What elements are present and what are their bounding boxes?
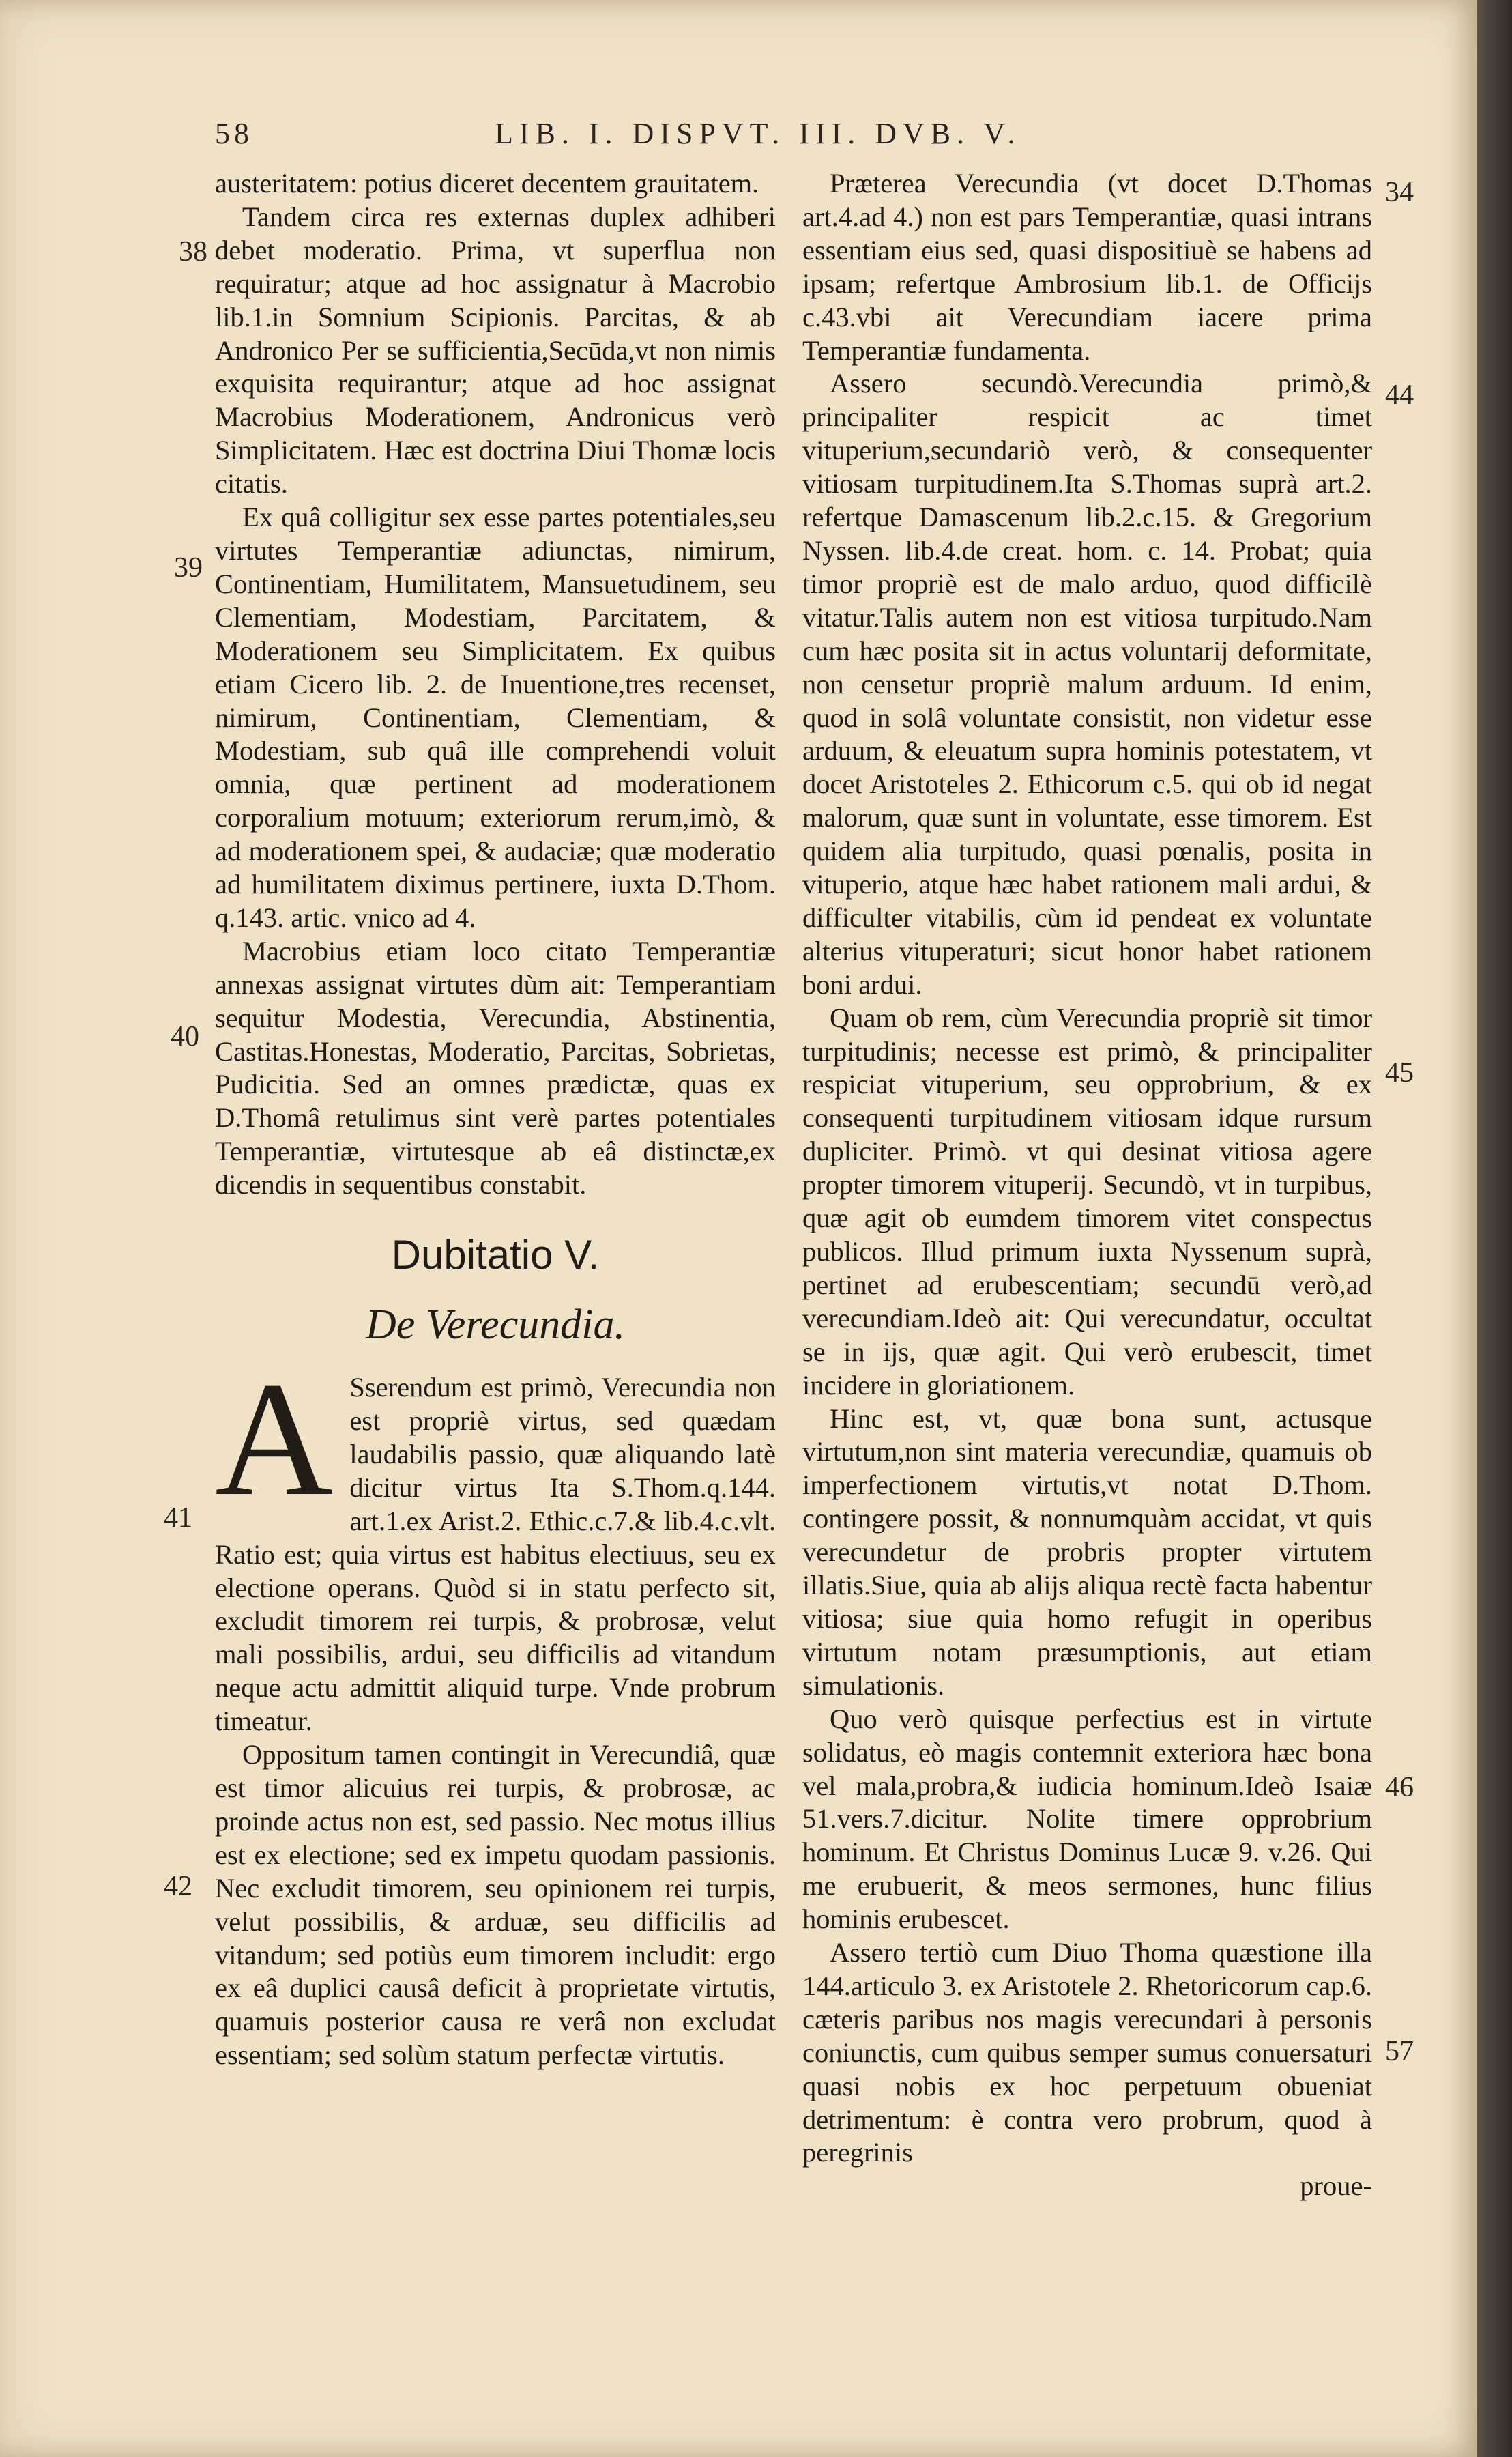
paragraph-46: Quo verò quisque perfectius est in virtute solidatus, eò magis contemnit exteriora hæc bona vel mala,probra,& iudicia hominum.Ideò Isaiæ 51.vers.7.dicitur. Nolite timere opprobrium hominum. Et Christus Dominus Lucæ 9. v.26. Qui me erubuerit, & meos sermones, hunc filius hominis erubescet. bbox=[802, 1703, 1372, 1935]
paragraph-34: Præterea Verecundia (vt docet D.Thomas art.4.ad 4.) non est pars Temperantiæ, quasi intrans essentiam eius sed, quasi dispositiuè se habens ad ipsam; refertque Ambrosium lib.1. de Officijs c.43.vbi ait Verecundiam iacere prima Temperantiæ fundamenta. bbox=[802, 168, 1372, 366]
page-number: 58 bbox=[215, 117, 253, 150]
left-column bbox=[215, 167, 776, 2072]
margin-number-34: 34 bbox=[1385, 177, 1414, 208]
paragraph-40: Macrobius etiam loco citato Temperantiæ annexas assignat virtutes dùm ait: Temperantiam sequitur Modestia, Verecundia, Abstinentia, Castitas.Honestas, Moderatio, Parcitas, Sobrietas, Pudicitia. Sed an omnes prædictæ, quas ex D.Thomâ retulimus sint verè partes potentiales Temperantiæ, virtutesque ab eâ distinctæ,ex dicendis in sequentibus constabit. bbox=[215, 935, 776, 1201]
paragraph-38: Tandem circa res externas duplex adhiberi debet moderatio. Prima, vt superflua non requiratur; atque ad hoc assignatur à Macrobio lib.1.in Somnium Scipionis. Parcitas, & ab Andronico Per se sufficientia,Secūda,vt non nimis exquisita requirantur; atque ad hoc assignat Macrobius Moderationem, Andronicus verò Simplicitatem. Hæc est doctrina Diui Thomæ locis citatis. bbox=[215, 201, 776, 500]
margin-number-57: 57 bbox=[1385, 2036, 1414, 2067]
margin-number-40: 40 bbox=[171, 1021, 199, 1052]
running-title: LIB. I. DISPVT. III. DVB. V. bbox=[495, 117, 1021, 150]
paragraph-44: Assero secundò.Verecundia primò,& principaliter respicit ac timet vituperium,secundariò verò, & consequenter vitiosam turpitudinem.Ita S.Thomas suprà art.2. refertque Damascenum lib.2.c.15. & Gregorium Nyssen. lib.4.de creat. hom. c. 14. Probat; quia timor propriè est de malo arduo, quod difficilè vitatur.Talis autem non est vitiosa turpitudo.Nam cum hæc posita sit in actus voluntarij deformitate, non censetur propriè malum arduum. Id enim, quod in solâ voluntate consistit, non videtur esse arduum, & eleuatum supra hominis potestatem, vt docet Aristoteles 2. Ethicorum c.5. qui ob id negat malorum, quæ sunt in voluntate, esse timorem. Est quidem alia turpitudo, quasi pœnalis, posita in vituperio, atque hæc habet rationem mali ardui, & difficulter vitabilis, cùm id pendeat ex voluntate alterius vituperaturi; sicut honor habet rationem boni ardui. bbox=[802, 368, 1372, 1000]
paragraph-39: Ex quâ colligitur sex esse partes potentiales,seu virtutes Temperantiæ adiunctas, nimirum, Continentiam, Humilitatem, Mansuetudinem, seu Clementiam, Modestiam, Parcitatem, & Moderationem seu Simplicitatem. Ex quibus etiam Cicero lib. 2. de Inuentione,tres recenset, nimirum, Continentiam, Clementiam, & Modestiam, sub quâ ille comprehendi voluit omnia, quæ pertinent ad moderationem corporalium motuum; exteriorum rerum,imò, & ad moderationem spei, & audaciæ; quæ moderatio ad humilitatem diximus pertinere, iuxta D.Thom. q.143. artic. vnico ad 4. bbox=[215, 502, 776, 933]
margin-number-41: 41 bbox=[164, 1502, 192, 1534]
margin-number-38: 38 bbox=[179, 236, 207, 268]
margin-number-44: 44 bbox=[1385, 379, 1414, 411]
margin-number-39: 39 bbox=[174, 552, 203, 584]
margin-number-46: 46 bbox=[1385, 1772, 1414, 1803]
paragraph-continuation: austeritatem: potius diceret decentem grauitatem. bbox=[215, 168, 759, 199]
paragraph-57: Assero tertiò cum Diuo Thoma quæstione illa 144.articulo 3. ex Aristotele 2. Rhetoricorum cap.6. cæteris paribus nos magis verecundari à personis coniunctis, cum quibus semper sumus conuersaturi quasi nobis ex hoc perpetuum obueniat detrimentum: è contra vero probrum, quod à peregrinis bbox=[802, 1937, 1372, 2168]
drop-cap: A bbox=[215, 1348, 334, 1530]
section-subtitle: De Verecundia. bbox=[366, 1302, 625, 1349]
paragraph-45: Quam ob rem, cùm Verecundia propriè sit timor turpitudinis; necesse est primò, & principaliter respiciat vituperium, seu opprobrium, & ex consequenti turpitudinem vitiosam idque rursum dupliciter. Primò. vt qui desinat vitiosa agere propter timorem vituperij. Secundò, vt in turpibus, quæ agit ob eumdem timorem vitet conspectus publicos. Illud primum iuxta Nyssenum suprà, pertinet ad erubescentiam; secundū verò,ad verecundiam.Ideò ait: Qui verecundatur, occultat se in ijs, quæ agit. Qui verò erubescit, timet incidere in gloriationem. bbox=[802, 1002, 1372, 1400]
page-edge-shadow bbox=[1477, 0, 1512, 2457]
catchword: proue- bbox=[1300, 2170, 1372, 2202]
margin-number-42: 42 bbox=[164, 1871, 192, 1902]
running-head bbox=[215, 116, 1368, 171]
paragraph-41 bbox=[215, 1348, 776, 1738]
right-column bbox=[802, 167, 1372, 2203]
paragraph-42: Oppositum tamen contingit in Verecundiâ, quæ est timor alicuius rei turpis, & probrosæ, ac proinde actus non est, sed passio. Nec motus illius est ex electione; sed ex impetu quodam passionis. Nec excludit timorem, seu opinionem rei turpis, velut possibilis, & arduæ, seu difficilis ad vitandum; sed potiùs eum timorem includit: ergo ex eâ duplici causâ deficit à proprietate virtutis, quamuis posterior causa re verâ non excludat essentiam; sed solùm statum perfectæ virtutis. bbox=[215, 1739, 776, 2071]
margin-number-45: 45 bbox=[1385, 1057, 1414, 1089]
section-title: Dubitatio V. bbox=[391, 1232, 600, 1278]
paragraph-45-continued: Hinc est, vt, quæ bona sunt, actusque virtutum,non sint materia verecundiæ, quamuis ob imperfectionem virtutis,vt notat D.Thom. contingere possit, & nonnumquàm accidat, vt quis verecundetur de probris propter virtutem illatis.Siue, quia ab alijs aliqua rectè facta habentur vitiosa; siue quia homo refugit in operibus virtutum notam præsumptionis, aut etiam simulationis. bbox=[802, 1403, 1372, 1701]
paragraph-41-text: Sserendum est primò, Verecundia non est propriè virtus, sed quædam laudabilis passio, quæ aliquando latè dicitur virtus Ita S.Thom.q.144. art.1.ex Arist.2. Ethic.c.7.& lib.4.c.vlt. Ratio est; quia virtus est habitus electiuus, seu ex electione operans. Quòd si in statu perfecto sit, excludit timorem rei turpis, & probrosæ, velut mali possibilis, ardui, seu difficilis ad vitandum neque actu admittit aliquid turpe. Vnde probrum timeatur. bbox=[215, 1372, 776, 1737]
